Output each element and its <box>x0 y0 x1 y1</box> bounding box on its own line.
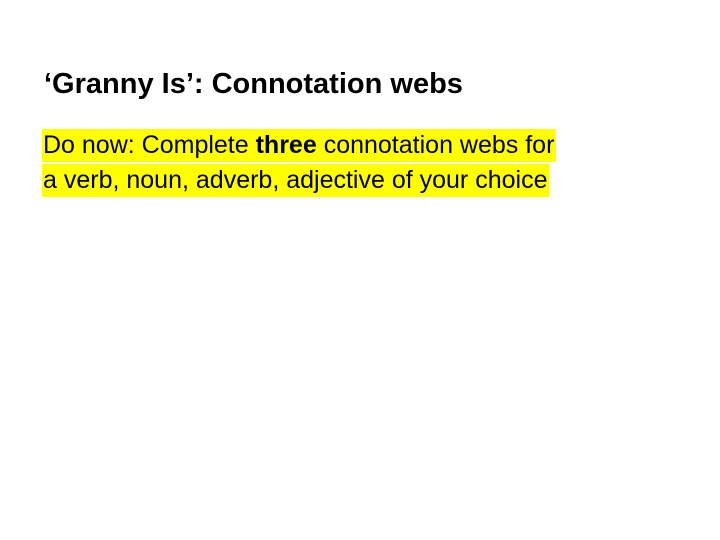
instruction-highlight-2: a verb, noun, adverb, adjective of your choice <box>42 164 549 197</box>
instruction-highlight-1 <box>42 129 556 162</box>
instruction-prefix: Do now: Complete <box>43 131 256 159</box>
instruction-suffix: connotation webs for <box>316 131 555 159</box>
instruction-line-2 <box>42 163 682 198</box>
instruction-line-1 <box>42 128 682 163</box>
slide-title: ‘Granny Is’: Connotation webs <box>44 68 463 100</box>
instruction-emphasis: three <box>255 131 317 159</box>
do-now-instruction <box>42 128 682 198</box>
